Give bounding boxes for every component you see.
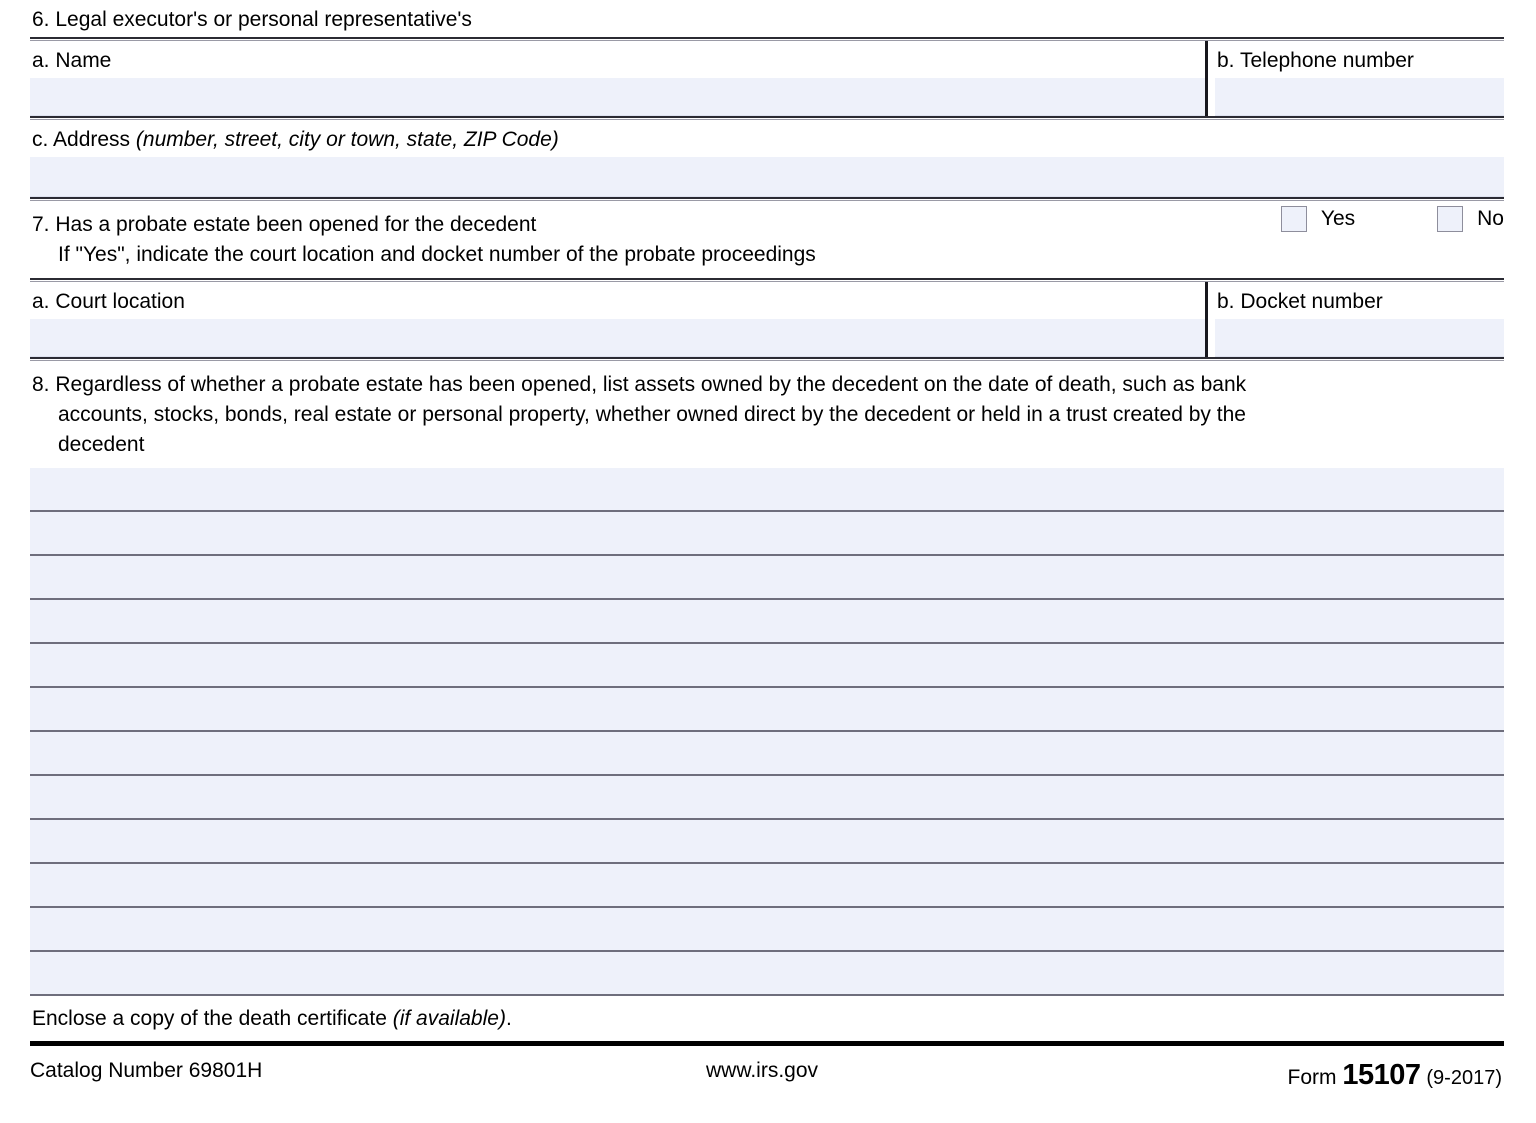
item8-answer-line[interactable]	[30, 512, 1504, 556]
item8-answer-line[interactable]	[30, 468, 1504, 512]
item8-answer-line[interactable]	[30, 864, 1504, 908]
item6-telephone-label: b. Telephone number	[1217, 49, 1414, 72]
form-number-block	[1288, 1059, 1502, 1092]
item6-name-input[interactable]	[30, 78, 1205, 116]
item7-question-line2: If "Yes", indicate the court location and docket number of the probate proceedings	[58, 243, 816, 266]
item7-yes-option[interactable]	[1281, 206, 1355, 232]
item8-answer-line[interactable]	[30, 556, 1504, 600]
item7-no-option[interactable]	[1437, 206, 1504, 232]
item6-name-phone-row	[30, 41, 1504, 116]
form-content-column	[30, 0, 1504, 1123]
item6-address-label	[30, 120, 1504, 157]
enclose-note-period: .	[505, 1007, 512, 1030]
item8-answer-area	[30, 468, 1504, 996]
checkbox-yes-icon[interactable]	[1281, 206, 1307, 232]
item8-question-line3: decedent	[58, 433, 145, 456]
catalog-number: Catalog Number 69801H	[30, 1059, 263, 1082]
item6-address-input[interactable]	[30, 157, 1504, 197]
item8-answer-line[interactable]	[30, 600, 1504, 644]
item7-docket-input[interactable]	[1215, 319, 1504, 357]
item7-docket-label: b. Docket number	[1217, 290, 1383, 313]
item6-name-label: a. Name	[32, 49, 112, 72]
item7-court-location-input[interactable]	[30, 319, 1205, 357]
enclose-note-text: Enclose a copy of the death certificate	[32, 1007, 387, 1030]
vertical-divider-court-docket	[1205, 282, 1208, 357]
item7-court-location-cell	[30, 282, 1205, 357]
item8-answer-line[interactable]	[30, 644, 1504, 688]
item6-heading: 6. Legal executor's or personal representative's	[32, 8, 472, 31]
item8-answer-line[interactable]	[30, 732, 1504, 776]
item6-address-cell	[30, 120, 1504, 197]
vertical-divider-name-phone	[1205, 41, 1208, 116]
item8-question-line1: 8. Regardless of whether a probate estate has been opened, list assets owned by the decedent on the date of death, such as bank	[32, 373, 1247, 396]
item8-answer-line[interactable]	[30, 776, 1504, 820]
enclose-death-certificate-note	[30, 996, 1504, 1041]
item6-address-hint: (number, street, city or town, state, ZIP Code)	[135, 128, 559, 151]
item6-address-label-text: c. Address	[32, 128, 131, 151]
item8-answer-line[interactable]	[30, 908, 1504, 952]
item7-docket-cell	[1205, 282, 1504, 357]
enclose-note-italic: (if available)	[392, 1007, 506, 1030]
item8-answer-line[interactable]	[30, 688, 1504, 732]
item7-question-block	[30, 201, 1504, 278]
item7-question-line1: 7. Has a probate estate been opened for the decedent	[32, 213, 537, 236]
item8-question-block	[30, 361, 1504, 468]
item7-no-label: No	[1477, 207, 1504, 230]
form-number: 15107	[1342, 1059, 1421, 1091]
form-footer	[30, 1047, 1504, 1091]
form-label: Form	[1287, 1066, 1337, 1089]
item6-telephone-input[interactable]	[1215, 78, 1504, 116]
checkbox-no-icon[interactable]	[1437, 206, 1463, 232]
item7-court-location-label: a. Court location	[32, 290, 185, 313]
item6-telephone-cell	[1205, 41, 1504, 116]
item8-answer-line[interactable]	[30, 952, 1504, 996]
item8-question-line2: accounts, stocks, bonds, real estate or personal property, whether owned direct by the decedent or held in a trust created by the	[58, 403, 1246, 426]
item8-answer-line[interactable]	[30, 820, 1504, 864]
item7-yes-label: Yes	[1320, 207, 1356, 230]
item6-name-cell	[30, 41, 1205, 116]
item7-yes-no-group	[1281, 206, 1504, 232]
item7-court-docket-row	[30, 282, 1504, 357]
form-revision-date: (9-2017)	[1426, 1067, 1502, 1089]
irs-website-link[interactable]: www.irs.gov	[706, 1059, 819, 1082]
